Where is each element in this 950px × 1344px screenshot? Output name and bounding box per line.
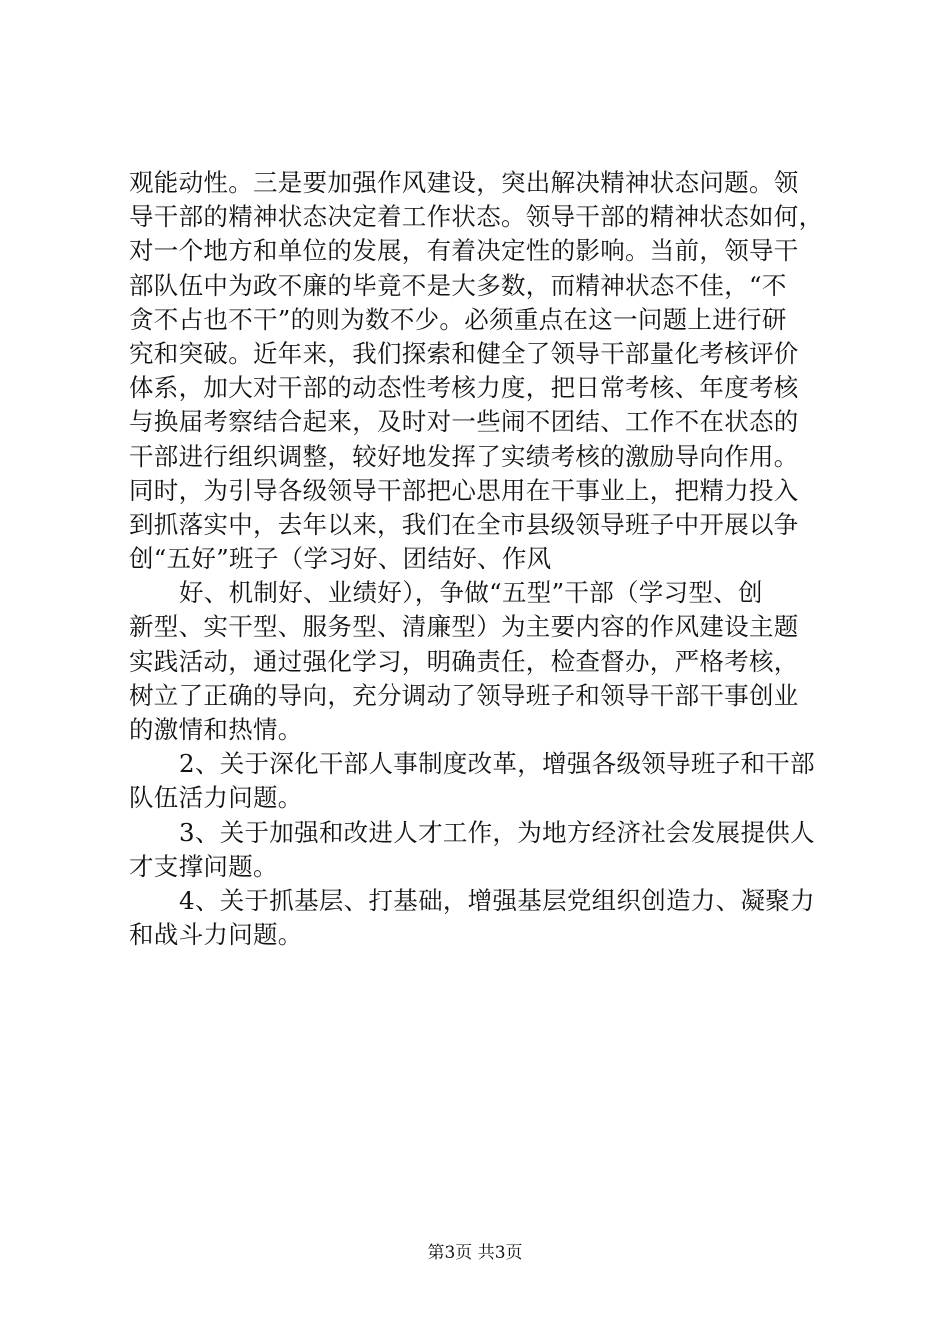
- text-line: 好、机制好、业绩好），争做“五型”干部（学习型、创: [179, 578, 763, 608]
- text-line: 3、关于加强和改进人才工作，为地方经济社会发展提供人: [179, 817, 815, 847]
- text-line: 的激情和热情。: [129, 715, 303, 744]
- text-line: 对一个地方和单位的发展，有着决定性的影响。当前，领导干: [129, 236, 799, 266]
- text-line: 创“五好”班子（学习好、团结好、作风: [129, 544, 552, 574]
- text-line: 2、关于深化干部人事制度改革，增强各级领导班子和干部: [179, 749, 815, 779]
- text-line: 和战斗力问题。: [129, 920, 303, 950]
- text-line: 新型、实干型、服务型、清廉型）为主要内容的作风建设主题: [129, 612, 799, 642]
- text-line: 贪不占也不干”的则为数不少。必须重点在这一问题上进行研: [129, 304, 787, 334]
- text-line: 实践活动，通过强化学习，明确责任，检查督办，严格考核，: [129, 646, 799, 676]
- text-line: 树立了正确的导向，充分调动了领导班子和领导干部干事创业: [129, 680, 799, 710]
- text-line: 同时，为引导各级领导干部把心思用在干事业上，把精力投入: [129, 475, 799, 505]
- text-line: 队伍活力问题。: [129, 783, 303, 813]
- text-line: 体系，加大对干部的动态性考核力度，把日常考核、年度考核: [129, 373, 799, 403]
- text-line: 与换届考察结合起来，及时对一些闹不团结、工作不在状态的: [129, 407, 799, 437]
- text-line: 4、关于抓基层、打基础，增强基层党组织创造力、凝聚力: [179, 885, 815, 915]
- document-body: [129, 166, 829, 952]
- text-line: 观能动性。三是要加强作风建设，突出解决精神状态问题。领: [129, 168, 799, 197]
- page-footer: 第3页 共3页: [427, 1243, 523, 1263]
- text-line: 到抓落实中，去年以来，我们在全市县级领导班子中开展以争: [129, 509, 799, 539]
- text-line: 才支撑问题。: [129, 851, 278, 881]
- text-line: 导干部的精神状态决定着工作状态。领导干部的精神状态如何，: [129, 202, 824, 232]
- text-line: 干部进行组织调整，较好地发挥了实绩考核的激励导向作用。: [129, 441, 799, 471]
- text-line: 部队伍中为政不廉的毕竟不是大多数，而精神状态不佳，“不: [129, 270, 787, 300]
- text-line: 究和突破。近年来，我们探索和健全了领导干部量化考核评价: [129, 338, 799, 368]
